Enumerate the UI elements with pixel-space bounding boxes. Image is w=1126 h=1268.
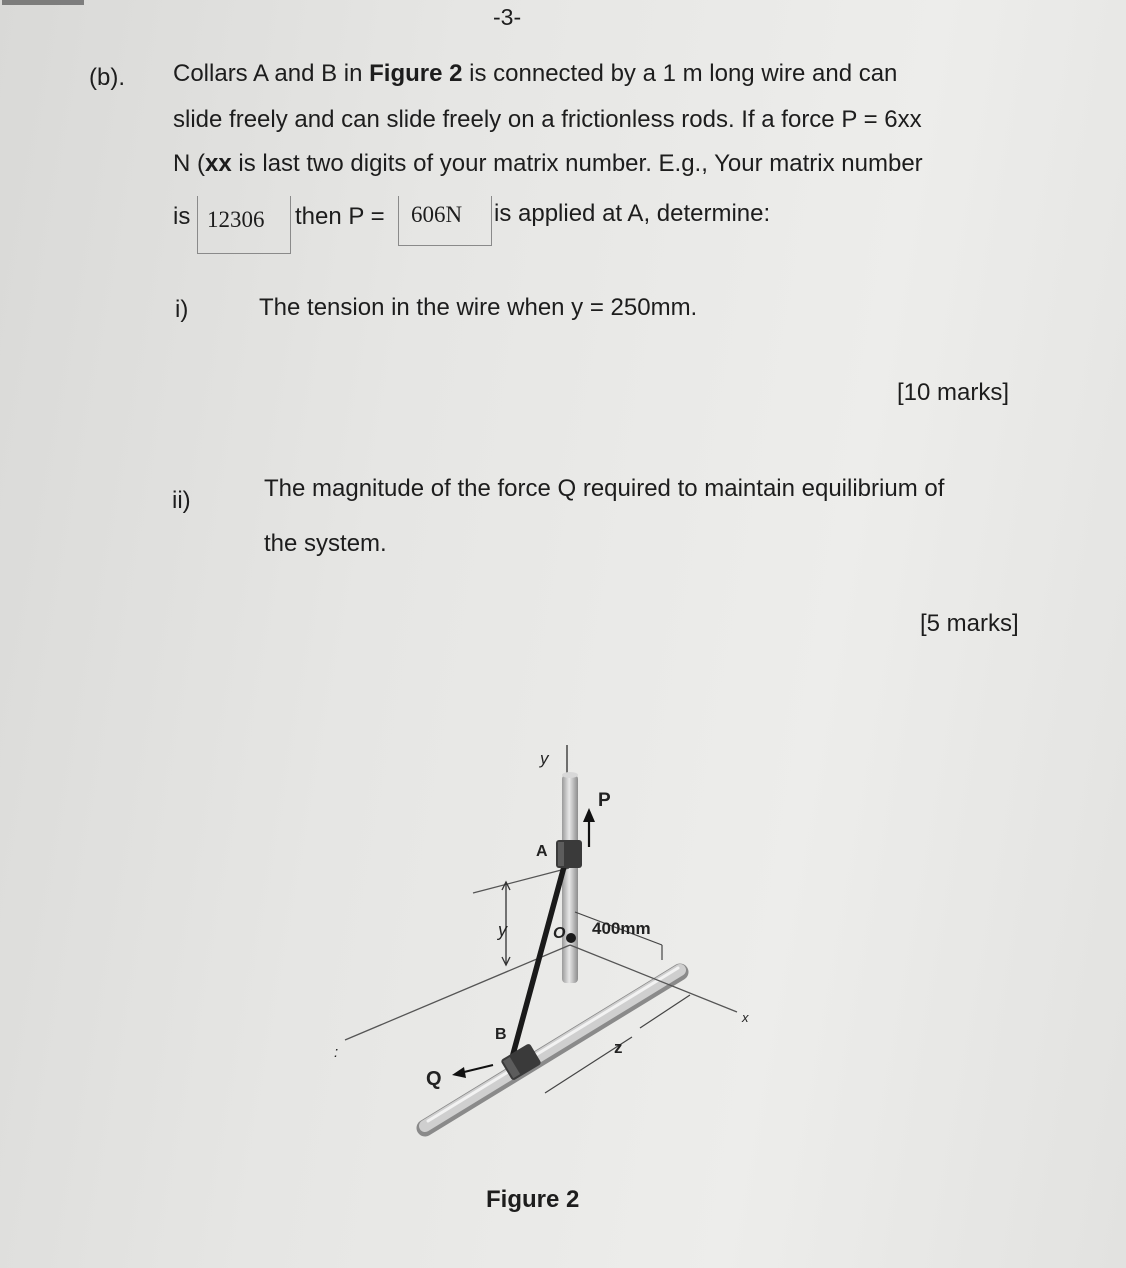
part-ii-line-1: The magnitude of the force Q required to maintain equilibrium of xyxy=(264,475,945,502)
label-400mm: 400mm xyxy=(592,919,651,938)
part-i-text: The tension in the wire when y = 250mm. xyxy=(259,294,698,321)
origin-point xyxy=(566,933,576,943)
question-label: (b). xyxy=(89,64,125,91)
part-ii-label: ii) xyxy=(172,487,191,514)
part-i-marks: [10 marks] xyxy=(897,379,1010,406)
wire-ab xyxy=(512,852,568,1058)
label-y-axis: y xyxy=(540,749,549,768)
part-ii-marks: [5 marks] xyxy=(920,610,1019,637)
label-collar-b: B xyxy=(495,1026,507,1043)
question-line-1: Collars A and B in Figure 2 is connected by a 1 m long wire and can xyxy=(173,60,898,87)
horizontal-rod xyxy=(425,970,680,1126)
label-collar-a: A xyxy=(536,843,548,860)
label-z-dim: z xyxy=(614,1038,623,1057)
figure-ref: Figure 2 xyxy=(369,60,463,87)
label-dim-y: y xyxy=(498,920,507,940)
label-x-axis: x xyxy=(742,1010,749,1025)
page-number: -3- xyxy=(493,4,522,30)
label-force-q: Q xyxy=(426,1068,442,1090)
question-line-4-post: is applied at A, determine: xyxy=(494,200,771,227)
question-line-4-is: is xyxy=(173,203,191,230)
label-z-axis: : xyxy=(334,1044,339,1061)
label-origin: O xyxy=(553,925,566,942)
question-line-3: N (xx is last two digits of your matrix number. E.g., Your matrix number xyxy=(173,150,923,177)
x-axis-reference xyxy=(570,945,737,1012)
figure-caption: Figure 2 xyxy=(486,1186,580,1213)
question-line-2: slide freely and can slide freely on a frictionless rods. If a force P = 6xx xyxy=(173,106,922,133)
question-line-4-then: then P = xyxy=(295,203,385,230)
matrix-example: 12306 xyxy=(207,207,265,232)
force-q-arrow xyxy=(460,1065,493,1073)
part-i-label: i) xyxy=(175,296,189,323)
label-force-p: P xyxy=(598,790,611,811)
force-example: 606N xyxy=(411,202,463,227)
vertical-rod xyxy=(562,775,578,983)
part-ii-line-2: the system. xyxy=(264,530,387,557)
